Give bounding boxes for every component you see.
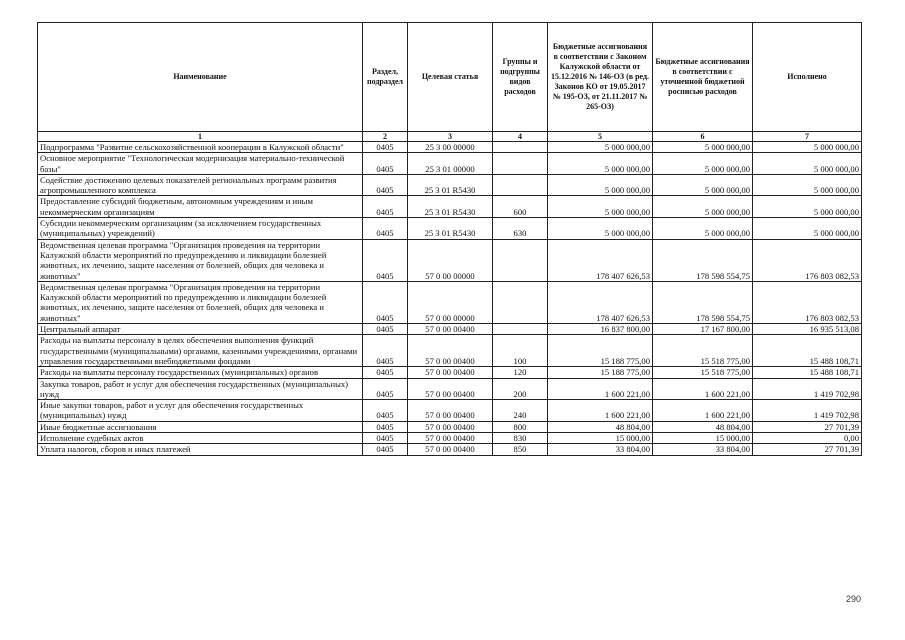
- cell-executed: 15 488 108,71: [753, 367, 862, 378]
- cell-section: 0405: [363, 142, 408, 153]
- cell-group: 120: [493, 367, 548, 378]
- cell-group: [493, 324, 548, 335]
- cell-executed: 5 000 000,00: [753, 218, 862, 240]
- cell-group: 100: [493, 335, 548, 367]
- cell-target: 25 3 00 00000: [408, 142, 493, 153]
- cell-appropriations-updated: 48 804,00: [653, 421, 753, 432]
- cell-target: 25 3 01 R5430: [408, 174, 493, 196]
- cell-appropriations-updated: 15 518 775,00: [653, 335, 753, 367]
- cell-name: Субсидии некоммерческим организациям (за исключением государственных (муниципальных) учреждений): [38, 218, 363, 240]
- column-number: 6: [653, 132, 753, 142]
- cell-appropriations-law: 48 804,00: [548, 421, 653, 432]
- cell-target: 57 0 00 00400: [408, 433, 493, 444]
- cell-target: 25 3 01 00000: [408, 153, 493, 175]
- cell-name: Содействие достижению целевых показателей региональных программ развития агропромышленного комплекса: [38, 174, 363, 196]
- table-row: [38, 281, 862, 323]
- cell-appropriations-updated: 5 000 000,00: [653, 196, 753, 218]
- cell-target: 57 0 00 00400: [408, 444, 493, 455]
- table-row: [38, 239, 862, 281]
- cell-name: Иные бюджетные ассигнования: [38, 421, 363, 432]
- cell-appropriations-law: 15 000,00: [548, 433, 653, 444]
- cell-appropriations-law: 178 407 626,53: [548, 239, 653, 281]
- cell-section: 0405: [363, 324, 408, 335]
- cell-executed: 0,00: [753, 433, 862, 444]
- header-groups: Группы и подгруппы видов расходов: [493, 23, 548, 132]
- table-row: [38, 367, 862, 378]
- cell-section: 0405: [363, 153, 408, 175]
- table-row: [38, 335, 862, 367]
- header-executed: Исполнено: [753, 23, 862, 132]
- column-number: 3: [408, 132, 493, 142]
- cell-appropriations-updated: 5 000 000,00: [653, 174, 753, 196]
- table-row: [38, 142, 862, 153]
- cell-target: 25 3 01 R5430: [408, 196, 493, 218]
- cell-group: 630: [493, 218, 548, 240]
- cell-section: 0405: [363, 335, 408, 367]
- cell-section: 0405: [363, 378, 408, 400]
- cell-name: Ведомственная целевая программа "Организация проведения на территории Калужской области мероприятий по предупреждению и ликвидации болезней животных, их лечению, защите населения от болезней, общих для человека и животных": [38, 239, 363, 281]
- cell-appropriations-law: 5 000 000,00: [548, 153, 653, 175]
- cell-appropriations-law: 15 188 775,00: [548, 335, 653, 367]
- cell-appropriations-updated: 178 598 554,75: [653, 281, 753, 323]
- cell-appropriations-updated: 5 000 000,00: [653, 153, 753, 175]
- column-number: 7: [753, 132, 862, 142]
- header-row: [38, 23, 862, 132]
- cell-appropriations-law: 178 407 626,53: [548, 281, 653, 323]
- cell-appropriations-law: 5 000 000,00: [548, 218, 653, 240]
- cell-section: 0405: [363, 196, 408, 218]
- cell-section: 0405: [363, 218, 408, 240]
- column-number-row: [38, 132, 862, 142]
- budget-table: [37, 22, 862, 456]
- cell-name: Подпрограмма "Развитие сельскохозяйственной кооперации в Калужской области": [38, 142, 363, 153]
- cell-group: 240: [493, 400, 548, 422]
- cell-target: 57 0 00 00000: [408, 281, 493, 323]
- cell-name: Расходы на выплаты персоналу в целях обеспечения выполнения функций государственными (муниципальными) органами, казенными учреждениями, органами управления государственными внебюджетными фондами: [38, 335, 363, 367]
- table-row: [38, 324, 862, 335]
- cell-group: 600: [493, 196, 548, 218]
- table-row: [38, 400, 862, 422]
- cell-group: [493, 239, 548, 281]
- cell-section: 0405: [363, 239, 408, 281]
- header-name: Наименование: [38, 23, 363, 132]
- cell-appropriations-law: 15 188 775,00: [548, 367, 653, 378]
- column-number: 5: [548, 132, 653, 142]
- header-target: Целевая статья: [408, 23, 493, 132]
- cell-executed: 1 419 702,98: [753, 400, 862, 422]
- cell-group: 200: [493, 378, 548, 400]
- cell-appropriations-law: 5 000 000,00: [548, 174, 653, 196]
- cell-section: 0405: [363, 444, 408, 455]
- page-number: 290: [846, 594, 862, 604]
- header-appropriations-updated: Бюджетные ассигнования в соответствии с уточненной бюджетной росписью расходов: [653, 23, 753, 132]
- cell-appropriations-updated: 15 518 775,00: [653, 367, 753, 378]
- cell-executed: 27 701,39: [753, 444, 862, 455]
- cell-group: [493, 142, 548, 153]
- cell-target: 57 0 00 00400: [408, 421, 493, 432]
- cell-target: 57 0 00 00400: [408, 335, 493, 367]
- column-number: 4: [493, 132, 548, 142]
- cell-name: Уплата налогов, сборов и иных платежей: [38, 444, 363, 455]
- cell-appropriations-law: 16 837 800,00: [548, 324, 653, 335]
- cell-executed: 27 701,39: [753, 421, 862, 432]
- header-appropriations-law: Бюджетные ассигнования в соответствии с Законом Калужской области от 15.12.2016 № 146-ОЗ (в ред. Законов КО от 19.05.2017 № 195-ОЗ, от 21.11.2017 № 265-ОЗ): [548, 23, 653, 132]
- cell-target: 57 0 00 00000: [408, 239, 493, 281]
- cell-target: 25 3 01 R5430: [408, 218, 493, 240]
- cell-appropriations-law: 1 600 221,00: [548, 400, 653, 422]
- cell-executed: 5 000 000,00: [753, 142, 862, 153]
- cell-appropriations-law: 5 000 000,00: [548, 142, 653, 153]
- table-row: [38, 433, 862, 444]
- cell-group: 830: [493, 433, 548, 444]
- cell-name: Основное мероприятие "Технологическая модернизация материально-технической базы": [38, 153, 363, 175]
- table-row: [38, 218, 862, 240]
- cell-appropriations-updated: 33 804,00: [653, 444, 753, 455]
- cell-appropriations-updated: 5 000 000,00: [653, 218, 753, 240]
- cell-section: 0405: [363, 400, 408, 422]
- cell-name: Расходы на выплаты персоналу государственных (муниципальных) органов: [38, 367, 363, 378]
- cell-group: [493, 153, 548, 175]
- cell-section: 0405: [363, 367, 408, 378]
- cell-name: Центральный аппарат: [38, 324, 363, 335]
- cell-group: [493, 281, 548, 323]
- table-row: [38, 421, 862, 432]
- cell-appropriations-updated: 5 000 000,00: [653, 142, 753, 153]
- cell-executed: 1 419 702,98: [753, 378, 862, 400]
- cell-appropriations-updated: 1 600 221,00: [653, 400, 753, 422]
- cell-appropriations-updated: 178 598 554,75: [653, 239, 753, 281]
- cell-section: 0405: [363, 421, 408, 432]
- cell-group: [493, 174, 548, 196]
- cell-executed: 16 935 513,08: [753, 324, 862, 335]
- table-row: [38, 153, 862, 175]
- cell-target: 57 0 00 00400: [408, 324, 493, 335]
- cell-appropriations-law: 5 000 000,00: [548, 196, 653, 218]
- cell-target: 57 0 00 00400: [408, 378, 493, 400]
- cell-section: 0405: [363, 433, 408, 444]
- cell-appropriations-law: 1 600 221,00: [548, 378, 653, 400]
- column-number: 1: [38, 132, 363, 142]
- table-row: [38, 444, 862, 455]
- cell-target: 57 0 00 00400: [408, 400, 493, 422]
- cell-executed: 15 488 108,71: [753, 335, 862, 367]
- cell-executed: 176 803 082,53: [753, 281, 862, 323]
- cell-name: Иные закупки товаров, работ и услуг для обеспечения государственных (муниципальных) нужд: [38, 400, 363, 422]
- table-row: [38, 196, 862, 218]
- column-number: 2: [363, 132, 408, 142]
- cell-section: 0405: [363, 174, 408, 196]
- cell-executed: 5 000 000,00: [753, 153, 862, 175]
- cell-appropriations-law: 33 804,00: [548, 444, 653, 455]
- cell-group: 850: [493, 444, 548, 455]
- header-section: Раздел, подраздел: [363, 23, 408, 132]
- cell-name: Исполнение судебных актов: [38, 433, 363, 444]
- cell-executed: 176 803 082,53: [753, 239, 862, 281]
- cell-target: 57 0 00 00400: [408, 367, 493, 378]
- cell-name: Ведомственная целевая программа "Организация проведения на территории Калужской области мероприятий по предупреждению и ликвидации болезней животных, их лечению, защите населения от болезней, общих для человека и животных": [38, 281, 363, 323]
- cell-executed: 5 000 000,00: [753, 174, 862, 196]
- cell-appropriations-updated: 1 600 221,00: [653, 378, 753, 400]
- cell-name: Предоставление субсидий бюджетным, автономным учреждениям и иным некоммерческим организациям: [38, 196, 363, 218]
- table-row: [38, 174, 862, 196]
- cell-section: 0405: [363, 281, 408, 323]
- table-row: [38, 378, 862, 400]
- cell-executed: 5 000 000,00: [753, 196, 862, 218]
- cell-appropriations-updated: 17 167 800,00: [653, 324, 753, 335]
- cell-appropriations-updated: 15 000,00: [653, 433, 753, 444]
- cell-name: Закупка товаров, работ и услуг для обеспечения государственных (муниципальных) нужд: [38, 378, 363, 400]
- cell-group: 800: [493, 421, 548, 432]
